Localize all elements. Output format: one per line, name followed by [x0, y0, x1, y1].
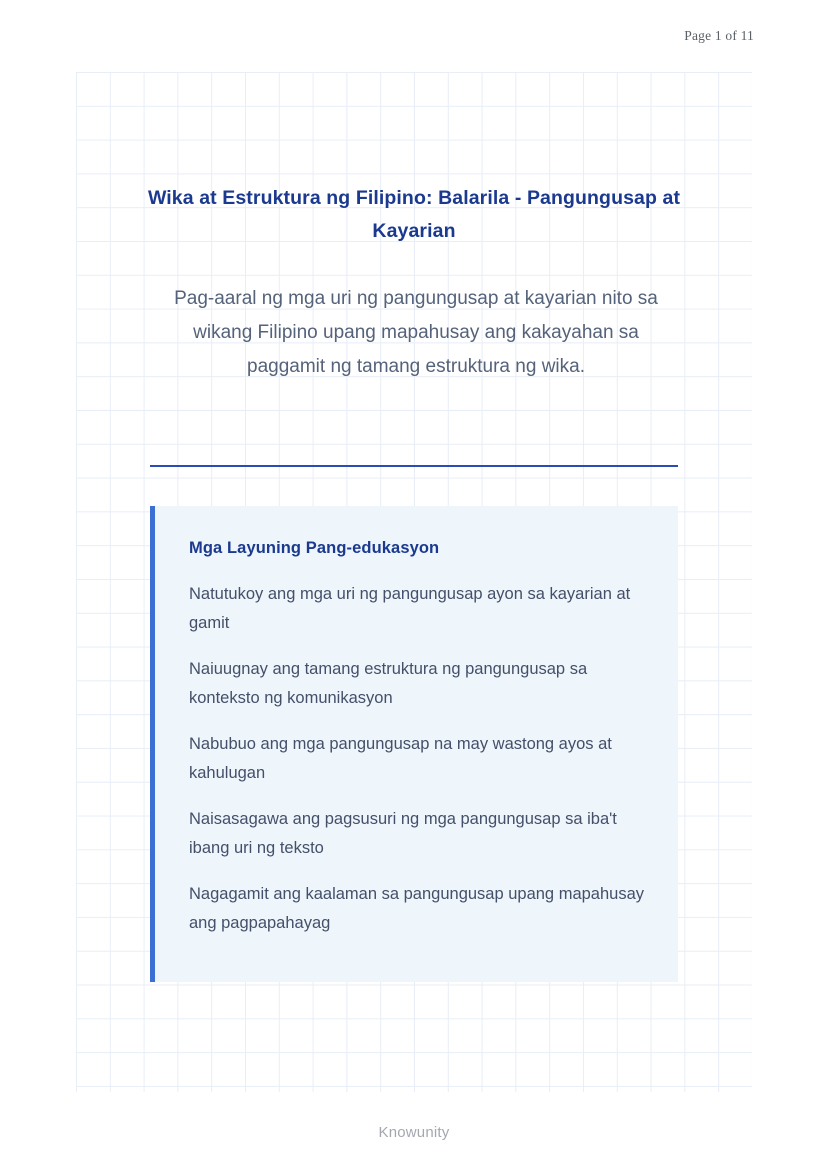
title-divider — [150, 465, 678, 467]
footer-brand: Knowunity — [378, 1124, 450, 1141]
objectives-card — [150, 506, 678, 982]
list-item: Natutukoy ang mga uri ng pangungusap ayon sa kayarian at gamit — [189, 585, 631, 632]
list-item: Nabubuo ang mga pangungusap na may wastong ayos at kahulugan — [189, 735, 612, 782]
page-indicator: Page 1 of 11 — [684, 28, 754, 43]
page-content — [76, 72, 752, 1092]
objectives-heading: Mga Layuning Pang-edukasyon — [189, 539, 440, 557]
page-title: Wika at Estruktura ng Filipino: Balarila - Pangungusap at Kayarian — [147, 187, 681, 242]
list-item: Nagagamit ang kaalaman sa pangungusap upang mapahusay ang pagpapahayag — [189, 885, 644, 932]
page-subtitle: Pag-aaral ng mga uri ng pangungusap at kayarian nito sa wikang Filipino upang mapahusay ang kakayahan sa paggamit ng tamang estruktura ng wika. — [174, 288, 658, 377]
list-item: Naisasagawa ang pagsusuri ng mga pangungusap sa iba't ibang uri ng teksto — [189, 810, 617, 857]
list-item: Naiuugnay ang tamang estruktura ng pangungusap sa konteksto ng komunikasyon — [189, 660, 588, 707]
